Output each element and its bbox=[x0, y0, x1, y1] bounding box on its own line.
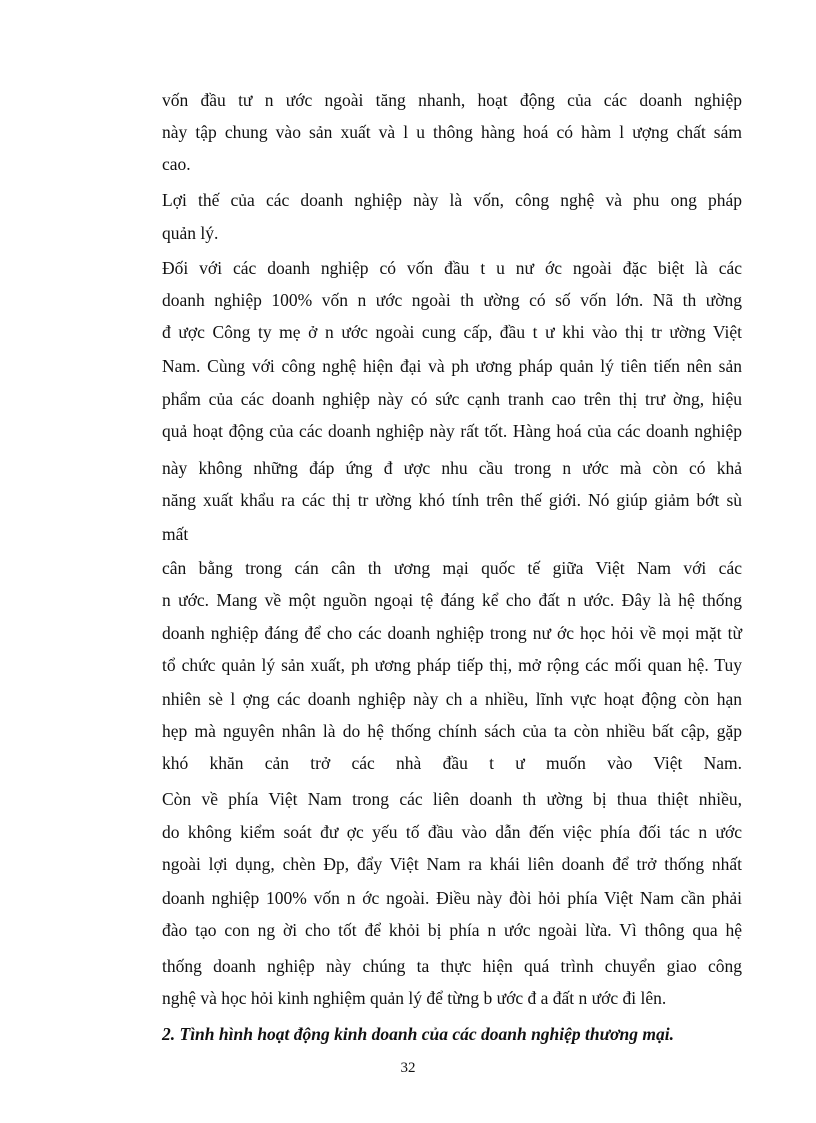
text-line: hẹp mà nguyên nhân là do hệ thống chính sách của ta còn nhiều bất cập, gặp bbox=[162, 721, 742, 741]
text-line: tổ chức quản lý sản xuất, ph ương pháp tiếp thị, mở rộng các mối quan hệ. Tuy bbox=[162, 655, 742, 675]
text-line: cao. bbox=[162, 154, 191, 174]
text-line: n ước. Mang về một nguồn ngoại tệ đáng kể cho đất n ước. Đây là hệ thống bbox=[162, 590, 742, 610]
text-line: Đối với các doanh nghiệp có vốn đầu t u nư ớc ngoài đặc biệt là các bbox=[162, 258, 742, 278]
text-line: Nam. Cùng với công nghệ hiện đại và ph ương pháp quản lý tiên tiến nên sản bbox=[162, 356, 742, 376]
section-heading: 2. Tình hình hoạt động kinh doanh của các doanh nghiệp thương mại. bbox=[162, 1024, 674, 1044]
text-line: nghệ và học hỏi kinh nghiệm quản lý để từng b ước đ a đất n ước đi lên. bbox=[162, 988, 667, 1008]
text-line: Còn về phía Việt Nam trong các liên doanh th ường bị thua thiệt nhiều, bbox=[162, 789, 742, 809]
text-line: doanh nghiệp 100% vốn n ước ngoài th ường có số vốn lớn. Nã th ường bbox=[162, 290, 742, 310]
text-line: mất bbox=[162, 524, 189, 544]
text-line: này tập chung vào sản xuất và l u thông hàng hoá có hàm l ượng chất sám bbox=[162, 122, 742, 142]
text-line: ngoài lợi dụng, chèn Ðp, đẩy Việt Nam ra khái liên doanh để trở thống nhất bbox=[162, 854, 742, 874]
text-line: doanh nghiệp đáng để cho các doanh nghiệp trong nư ớc học hỏi về mọi mặt từ bbox=[162, 623, 742, 643]
text-line: Lợi thế của các doanh nghiệp này là vốn, công nghệ và phu ong pháp bbox=[162, 190, 742, 210]
text-line: doanh nghiệp 100% vốn n ớc ngoài. Điều này đòi hỏi phía Việt Nam cần phải bbox=[162, 888, 742, 908]
text-line: phẩm của các doanh nghiệp này có sức cạnh tranh cao trên thị trư ờng, hiệu bbox=[162, 389, 742, 409]
text-line: đào tạo con ng ời cho tốt để khỏi bị phía n ước ngoài lừa. Vì thông qua hệ bbox=[162, 920, 742, 940]
page-number: 32 bbox=[400, 1060, 416, 1076]
text-line: này không những đáp ứng đ ược nhu cầu trong n ước mà còn có khả bbox=[162, 458, 742, 478]
text-line: cân bằng trong cán cân th ương mại quốc tế giữa Việt Nam với các bbox=[162, 558, 742, 578]
text-line: nhiên sè l ợng các doanh nghiệp này ch a nhiều, lĩnh vực hoạt động còn hạn bbox=[162, 689, 742, 709]
text-line: quản lý. bbox=[162, 223, 219, 243]
text-line: đ ược Công ty mẹ ở n ước ngoài cung cấp, đầu t ư khi vào thị tr ường Việt bbox=[162, 322, 742, 342]
text-line: do không kiểm soát đư ợc yếu tố đầu vào dẫn đến việc phía đối tác n ước bbox=[162, 822, 742, 842]
text-line: thống doanh nghiệp này chúng ta thực hiện quá trình chuyển giao công bbox=[162, 956, 742, 976]
text-line: quả hoạt động của các doanh nghiệp này rất tốt. Hàng hoá của các doanh nghiệp bbox=[162, 421, 742, 441]
text-line: vốn đầu tư n ước ngoài tăng nhanh, hoạt động của các doanh nghiệp bbox=[162, 90, 742, 110]
text-line: khó khăn cản trở các nhà đầu t ư muốn vào Việt Nam. bbox=[162, 753, 742, 773]
text-line: năng xuất khẩu ra các thị tr ường khó tính trên thế giới. Nó giúp giảm bớt sù bbox=[162, 490, 742, 510]
